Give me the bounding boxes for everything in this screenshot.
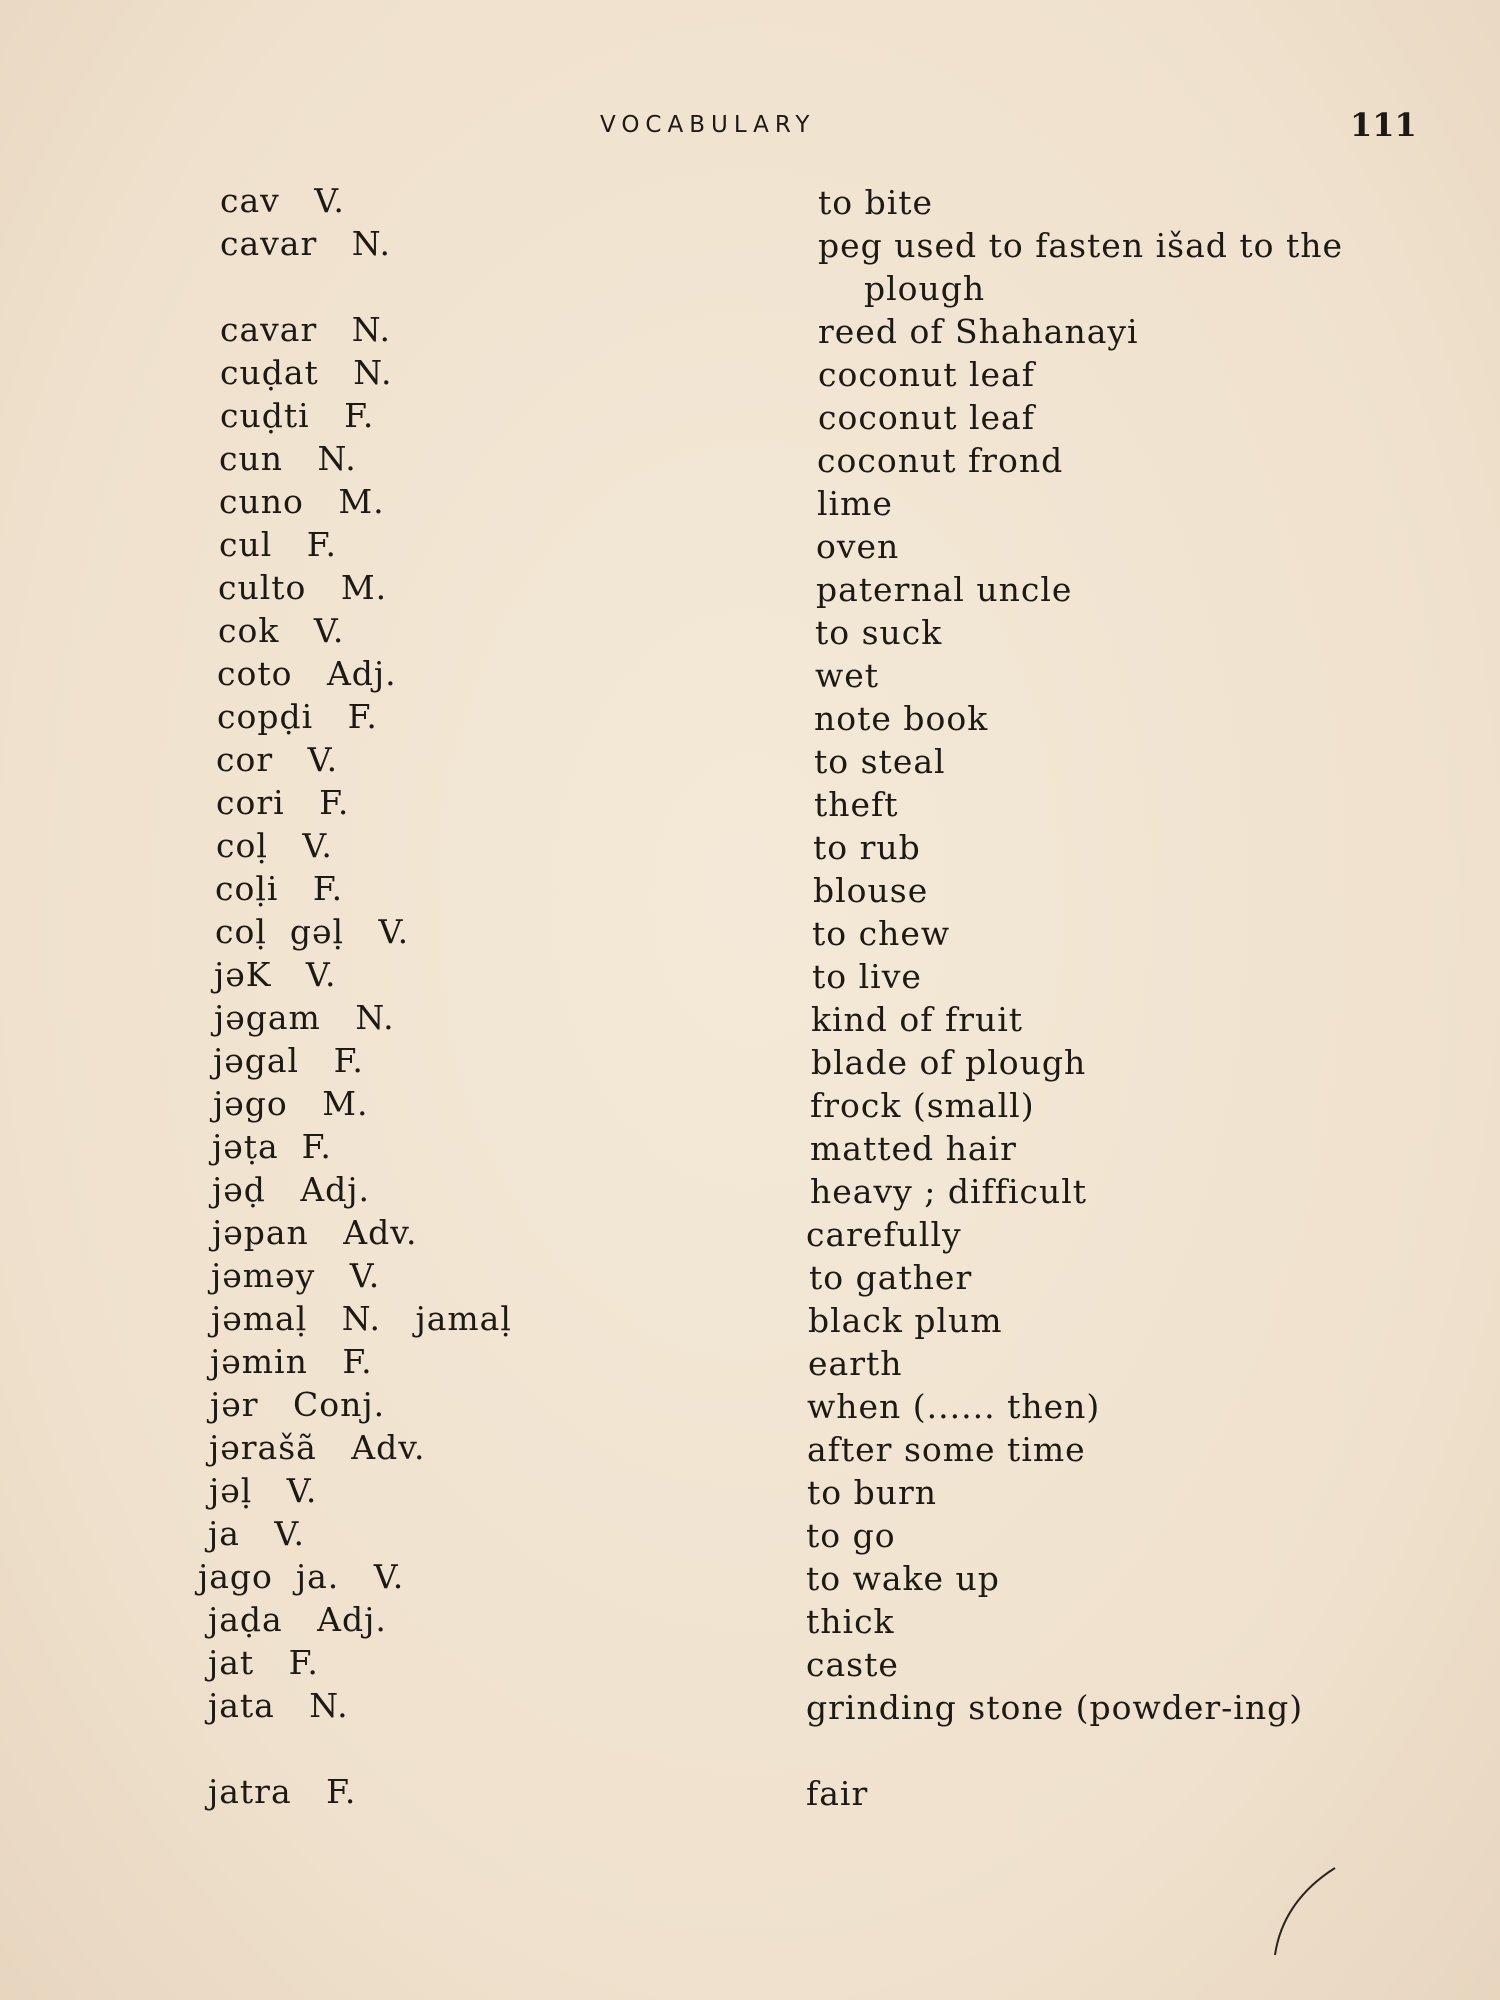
gloss: to go	[806, 1516, 896, 1555]
list-item	[0, 1299, 1500, 1342]
list-item	[0, 998, 1500, 1041]
gloss: thick	[806, 1602, 895, 1641]
headword: cavar N.	[220, 310, 391, 349]
list-item	[0, 1342, 1500, 1385]
headword: cul F.	[219, 525, 338, 564]
headword: cori F.	[216, 783, 350, 822]
headword: jəmin F.	[210, 1342, 373, 1381]
list-item	[0, 869, 1500, 912]
gloss: caste	[806, 1645, 899, 1684]
list-item	[0, 224, 1500, 308]
list-item	[0, 611, 1500, 654]
list-item	[0, 353, 1500, 396]
list-item	[0, 1686, 1500, 1729]
headword: jəK V.	[214, 955, 337, 994]
gloss: frock (small)	[810, 1086, 1035, 1125]
headword: cuḍat N.	[220, 353, 393, 392]
gloss: blade of plough	[811, 1043, 1087, 1082]
headword: jəmaḷ N. jamaḷ	[211, 1299, 512, 1338]
headword: cavar N.	[220, 224, 391, 263]
list-item	[0, 1428, 1500, 1471]
gloss: reed of Shahanayi	[818, 312, 1139, 351]
headword: jago ja. V.	[198, 1557, 405, 1596]
headword: cok V.	[218, 611, 345, 650]
headword: jata N.	[208, 1686, 349, 1725]
gloss: blouse	[813, 871, 929, 910]
list-item	[0, 181, 1500, 224]
gloss: to gather	[809, 1258, 973, 1297]
list-item	[0, 1256, 1500, 1299]
headword: jəṭa F.	[212, 1127, 332, 1166]
gloss: carefully	[806, 1215, 962, 1254]
gloss: heavy ; difficult	[810, 1172, 1088, 1211]
headword: jər Conj.	[210, 1385, 386, 1424]
list-item	[0, 1127, 1500, 1170]
headword: jəgo M.	[213, 1084, 369, 1123]
gloss: oven	[816, 527, 900, 566]
headword: cun N.	[219, 439, 357, 478]
gloss: coconut frond	[817, 441, 1064, 480]
headword: coto Adj.	[217, 654, 397, 693]
list-item	[0, 654, 1500, 697]
gloss: grinding stone (powder-ing)	[806, 1688, 1304, 1727]
headword: jəḷ V.	[209, 1471, 318, 1510]
headword: jəgal F.	[213, 1041, 364, 1080]
gloss: fair	[806, 1774, 869, 1813]
gloss: to rub	[813, 828, 921, 867]
list-item	[0, 1772, 1500, 1815]
page-number: 111	[1350, 106, 1417, 144]
gloss: to burn	[807, 1473, 938, 1512]
list-item	[0, 310, 1500, 353]
pen-mark	[1270, 1860, 1350, 1960]
gloss: to wake up	[806, 1559, 1000, 1598]
gloss: to chew	[812, 914, 951, 953]
list-item	[0, 1600, 1500, 1643]
headword: jatra F.	[208, 1772, 357, 1811]
headword: jat F.	[208, 1643, 319, 1682]
running-head: VOCABULARY	[600, 112, 816, 138]
gloss: kind of fruit	[811, 1000, 1024, 1039]
headword: jəpan Adv.	[212, 1213, 418, 1252]
headword: jərašã Adv.	[209, 1428, 426, 1467]
list-item	[0, 1514, 1500, 1557]
headword: jaḍa Adj.	[208, 1600, 387, 1639]
headword: jəḍ Adj.	[212, 1170, 371, 1209]
headword: cuḍti F.	[220, 396, 375, 435]
gloss: to live	[812, 957, 922, 996]
gloss: earth	[808, 1344, 903, 1383]
headword: culto M.	[218, 568, 388, 607]
list-item	[0, 955, 1500, 998]
list-item	[0, 396, 1500, 439]
list-item	[0, 783, 1500, 826]
list-item	[0, 568, 1500, 611]
headword: coḷi F.	[215, 869, 344, 908]
list-item	[0, 482, 1500, 525]
gloss: peg used to fasten išad to the plough	[818, 226, 1344, 308]
headword: jəgam N.	[214, 998, 395, 1037]
list-item	[0, 697, 1500, 740]
gloss: coconut leaf	[818, 398, 1035, 437]
gloss: theft	[814, 785, 899, 824]
headword: coḷ V.	[216, 826, 333, 865]
list-item	[0, 912, 1500, 955]
list-item	[0, 1643, 1500, 1686]
gloss: coconut leaf	[818, 355, 1035, 394]
list-item	[0, 1213, 1500, 1256]
gloss: to bite	[818, 183, 934, 222]
gloss: wet	[815, 656, 880, 695]
list-item	[0, 439, 1500, 482]
list-item	[0, 1041, 1500, 1084]
gloss: to steal	[814, 742, 946, 781]
headword: cuno M.	[219, 482, 385, 521]
headword: copḍi F.	[217, 697, 378, 736]
headword: ja V.	[208, 1514, 305, 1553]
list-item	[0, 525, 1500, 568]
gloss: black plum	[808, 1301, 1003, 1340]
gloss: matted hair	[810, 1129, 1017, 1168]
headword: cav V.	[220, 181, 345, 220]
list-item	[0, 1471, 1500, 1514]
gloss: note book	[814, 699, 989, 738]
headword: jəməy V.	[211, 1256, 381, 1295]
gloss: when (...... then)	[807, 1387, 1101, 1426]
list-item	[0, 1084, 1500, 1127]
list-item	[0, 826, 1500, 869]
list-item	[0, 1557, 1500, 1600]
list-item	[0, 1385, 1500, 1428]
headword: coḷ gəḷ V.	[215, 912, 410, 951]
headword: cor V.	[216, 740, 339, 779]
list-item	[0, 1170, 1500, 1213]
gloss: paternal uncle	[816, 570, 1073, 609]
gloss: lime	[817, 484, 893, 523]
gloss: to suck	[815, 613, 943, 652]
list-item	[0, 740, 1500, 783]
gloss: after some time	[807, 1430, 1086, 1469]
